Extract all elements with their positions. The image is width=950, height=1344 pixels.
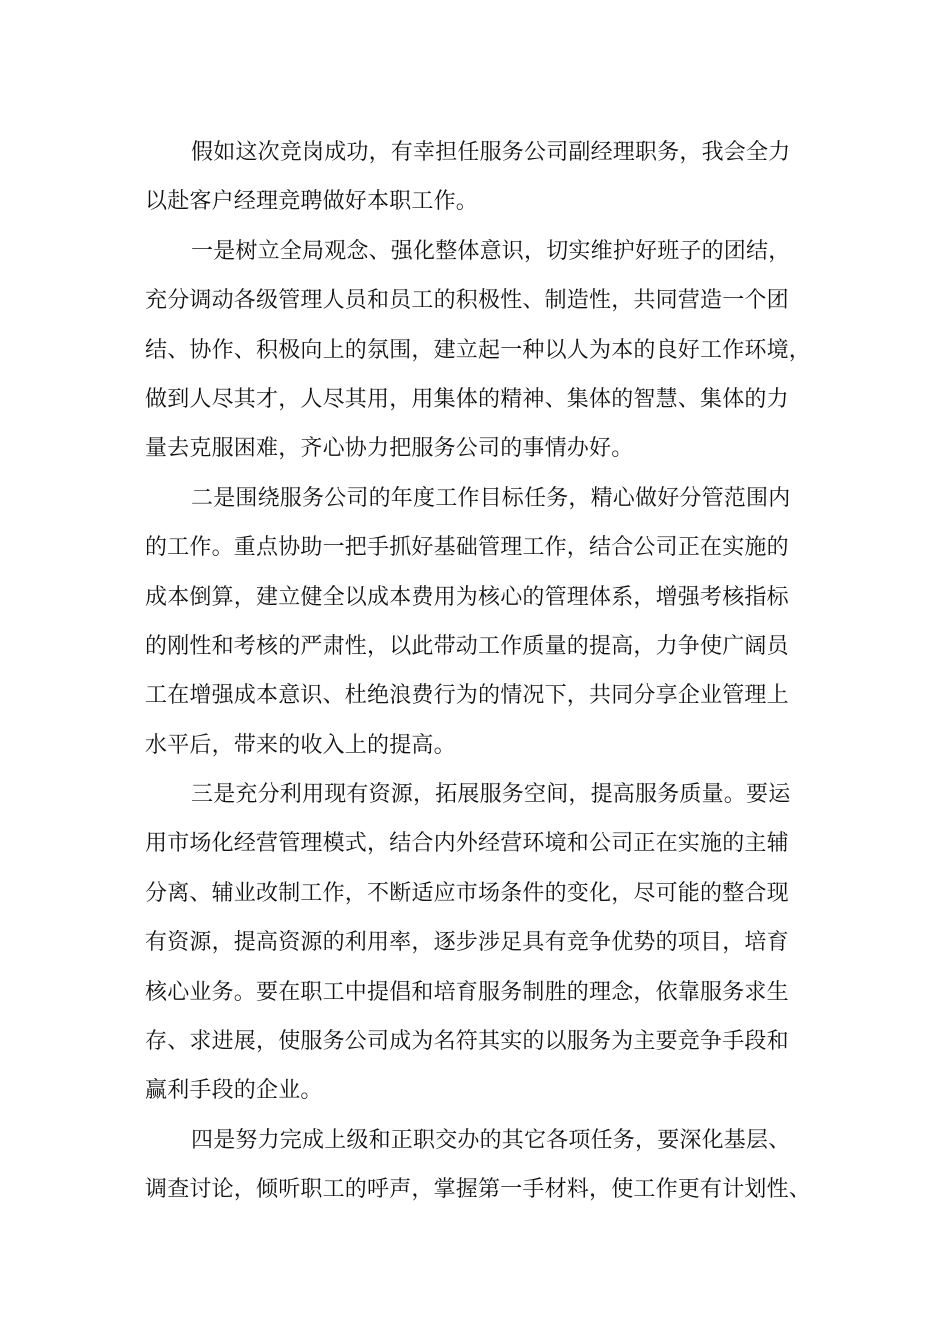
text-line: 以赴客户经理竞聘做好本职工作。 [145, 189, 479, 215]
text-line: 充分调动各级管理人员和员工的积极性、制造性，共同营造一个团 [145, 288, 789, 314]
text-line: 工在增强成本意识、杜绝浪费行为的情况下，共同分享企业管理上 [145, 683, 789, 709]
text-line: 成本倒算，建立健全以成本费用为核心的管理体系，增强考核指标 [145, 584, 789, 610]
text-line: 一是树立全局观念、强化整体意识，切实维护好班子的团结， [191, 238, 791, 264]
text-line: 三是充分利用现有资源，拓展服务空间，提高服务质量。要运 [191, 782, 791, 808]
text-line: 做到人尽其才，人尽其用，用集体的精神、集体的智慧、集体的力 [145, 386, 789, 412]
text-line: 量去克服困难，齐心协力把服务公司的事情办好。 [145, 436, 634, 462]
text-line: 有资源，提高资源的利用率，逐步涉足具有竞争优势的项目，培育 [145, 930, 789, 956]
text-line: 分离、辅业改制工作，不断适应市场条件的变化，尽可能的整合现 [145, 880, 789, 906]
text-line: 水平后，带来的收入上的提高。 [145, 732, 456, 758]
text-line: 四是努力完成上级和正职交办的其它各项任务，要深化基层、 [191, 1127, 791, 1153]
text-line: 存、求进展，使服务公司成为名符其实的以服务为主要竞争手段和 [145, 1029, 789, 1055]
text-line: 核心业务。要在职工中提倡和培育服务制胜的理念，依靠服务求生 [145, 979, 789, 1005]
text-line: 赢利手段的企业。 [145, 1078, 323, 1104]
text-line: 调查讨论，倾听职工的呼声，掌握第一手材料，使工作更有计划性、 [145, 1177, 812, 1203]
text-line: 的刚性和考核的严肃性，以此带动工作质量的提高，力争使广阔员 [145, 633, 789, 659]
text-line: 的工作。重点协助一把手抓好基础管理工作，结合公司正在实施的 [145, 535, 789, 561]
text-line: 二是围绕服务公司的年度工作目标任务，精心做好分管范围内 [191, 485, 791, 511]
text-line: 结、协作、积极向上的氛围，建立起一种以人为本的良好工作环境， [145, 337, 812, 363]
document-body [145, 128, 821, 1215]
text-line: 用市场化经营管理模式，结合内外经营环境和公司正在实施的主辅 [145, 831, 789, 857]
text-line: 假如这次竞岗成功，有幸担任服务公司副经理职务，我会全力 [191, 140, 791, 165]
